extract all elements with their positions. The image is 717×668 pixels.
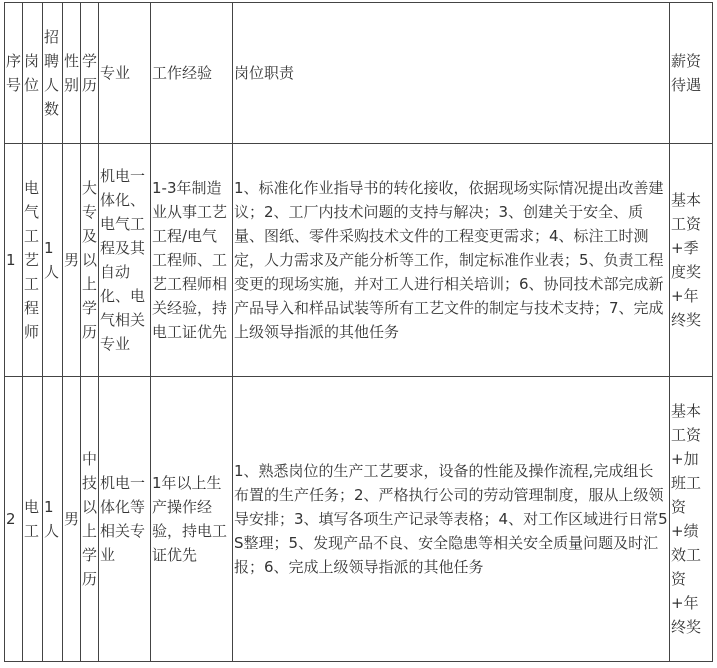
- cell-major: 机电一体化等相关专业: [99, 377, 151, 662]
- cell-experience: 1-3年制造业从事工艺工程/电气工程师、工艺工程师相关经验，持电工证优先: [151, 144, 233, 377]
- header-seq: 序号: [5, 3, 23, 144]
- cell-duties: 1、标准化作业指导书的转化接收，依据现场实际情况提出改善建议；2、工厂内技术问题的支持与解决；3、创建关于安全、质量、图纸、零件采购技术文件的工程变更需求；4、标注工时测定，人力需求及产能分析等工作，制定标准作业表；5、负责工程变更的现场实施，并对工人进行相关培训；6、协同技术部完成新产品导入和样品试装等所有工艺文件的制定与技术支持；7、完成上级领导指派的其他任务: [233, 144, 670, 377]
- cell-duties: 1、熟悉岗位的生产工艺要求，设备的性能及操作流程,完成组长布置的生产任务；2、严格执行公司的劳动管理制度，服从上级领导安排；3、填写各项生产记录等表格；4、对工作区域进行日常5S整理；5、发现产品不良、安全隐患等相关安全质量问题及时汇报；6、完成上级领导指派的其他任务: [233, 377, 670, 662]
- cell-salary: 基本工资+季度奖+年终奖: [670, 144, 713, 377]
- header-position: 岗位: [23, 3, 43, 144]
- table-row: [5, 144, 713, 377]
- header-headcount: 招聘人数: [43, 3, 63, 144]
- cell-gender: 男: [63, 377, 81, 662]
- cell-position: 电工: [23, 377, 43, 662]
- header-duties: 岗位职责: [233, 3, 670, 144]
- header-gender: 性别: [63, 3, 81, 144]
- cell-education: 大专及以上学历: [81, 144, 99, 377]
- header-experience: 工作经验: [151, 3, 233, 144]
- cell-gender: 男: [63, 144, 81, 377]
- recruitment-table-container: [4, 2, 713, 662]
- header-salary: 薪资待遇: [670, 3, 713, 144]
- header-major: 专业: [99, 3, 151, 144]
- cell-salary: 基本工资+加班工资+绩效工资+年终奖: [670, 377, 713, 662]
- cell-seq: 2: [5, 377, 23, 662]
- table-header-row: [5, 3, 713, 144]
- table-row: [5, 377, 713, 662]
- cell-education: 中技以上学历: [81, 377, 99, 662]
- cell-seq: 1: [5, 144, 23, 377]
- cell-major: 机电一体化、电气工程及其自动化、电气相关专业: [99, 144, 151, 377]
- cell-experience: 1年以上生产操作经验，持电工证优先: [151, 377, 233, 662]
- recruitment-table: [4, 2, 713, 662]
- header-education: 学历: [81, 3, 99, 144]
- cell-headcount: 1人: [43, 377, 63, 662]
- cell-headcount: 1人: [43, 144, 63, 377]
- cell-position: 电气工艺工程师: [23, 144, 43, 377]
